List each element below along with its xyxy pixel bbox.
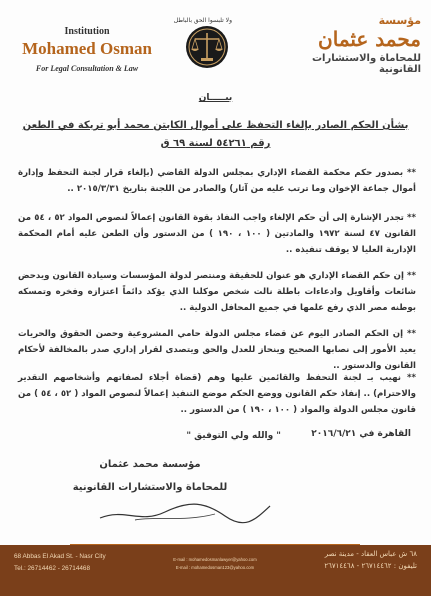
header-arabic (271, 14, 421, 75)
footer-email-2[interactable]: E-mail : mohamedosman123@yahoo.com (175, 565, 255, 570)
footer-address-en: 68 Abbas El Akad St. - Nasr City (14, 553, 106, 560)
closing-phrase: " والله ولي التوفيق " (186, 431, 281, 441)
firm-name-en: Mohamed Osman (22, 39, 152, 58)
case-number: رقم ٥٤٢٦١ لسنة ٦٩ ق (160, 138, 271, 149)
footer-address-ar: ٦٨ ش عباس العقاد - مدينة نصر (324, 550, 417, 558)
header-english (12, 26, 162, 73)
footer-email-1[interactable]: E-mail : mohamedosmanlawyer@yahoo.com (173, 557, 257, 562)
footer-contact-ar (267, 548, 417, 572)
issue-date: القاهرة في ٢٠١٦/٦/٢١ (311, 429, 411, 439)
paragraph-2: ** تجدر الإشارة إلى أن حكم الإلغاء واجب النفاذ بقوة القانون إعمالاً لنصوص المواد ٥٢ ، ٥٤ من القانون ٤٧ لسنة ١٩٧٢ والمادتين ( ١٠٠ ، ١٩٠ ) من الدستور وأن الطعن عليه أمام المحكمة الإدارية العليا لا يوقف تنفيذه .. (18, 213, 417, 255)
footer-phone-en: Tel.: 26714462 - 26714468 (14, 565, 91, 572)
paragraph-4: ** إن الحكم الصادر اليوم عن قضاء مجلس الدولة حامي المشروعية وحصن الحقوق والحريات يعيد الأمور إلى نصابها الصحيح وينحاز للعدل والحق ويتصدى لقرار إداري صدر بالمخالفة لأحكام القانون والدستور .. (18, 329, 416, 371)
statement-heading: بيـــــان (198, 93, 233, 103)
footer-contact-en (14, 551, 144, 575)
subject-line: بشأن الحكم الصادر بإلغاء التحفظ على أموال الكابتن محمد أبو تريكة في الطعن (22, 120, 409, 131)
institution-label-en: Institution (64, 26, 110, 37)
scales-icon (184, 24, 230, 70)
signature-sub: للمحاماة والاستشارات القانونية (72, 482, 228, 493)
signature-org: مؤسسة محمد عثمان (99, 459, 201, 470)
firm-tagline-ar: للمحاماة والاستشارات القانونية (311, 53, 421, 75)
logo-inscription: ولا تلبسوا الحق بالباطل (173, 17, 232, 24)
institution-label-ar: مؤسسة (378, 14, 421, 27)
paragraph-3: ** إن حكم القضاء الإداري هو عنوان للحقيقة ومنتصر لدولة المؤسسات وسيادة القانون ويدحض شائعات وأقاويل وادعاءات باطلة نالت شخص موكلنا الذي يؤكد دائماً اعتزازه وفخره وتمسكه بوطنه مصر الذي رفع علمها في جميع المحافل الدولية .. (18, 271, 416, 313)
firm-name-ar: محمد عثمان (318, 27, 421, 51)
paragraph-1: ** بصدور حكم محكمة القضاء الإداري بمجلس الدولة القاضي (بإلغاء قرار لجنة التحفظ وإدارة أموال جماعة الإخوان وما ترتب عليه من آثار) والصادر من اللجنة بتاريخ ٢٠١٥/٣/٣١ .. (18, 168, 416, 194)
firm-tagline-en: For Legal Consultation & Law (35, 64, 139, 73)
scales-of-justice-logo (173, 17, 232, 75)
paragraph-5: ** نهيب بـ لجنة التحفظ والقائمين عليها وهم (قضاة أجلاء لصفاتهم وأشخاصهم التقدير والاحترام) .. إنفاذ حكم القانون ووضع الحكم موضع التنفيذ إعمالاً لنصوص المواد ( ٥٢ ، ٥٤ ) من قانون مجلس الدولة والمواد ( ١٠٠ ، ١٩٠ ) من الدستور .. (18, 373, 417, 415)
handwritten-signature (95, 490, 275, 530)
footer-phone-ar: تليفون : ٢٦٧١٤٤٦٢ - ٢٦٧١٤٤٦٨ (324, 562, 417, 570)
